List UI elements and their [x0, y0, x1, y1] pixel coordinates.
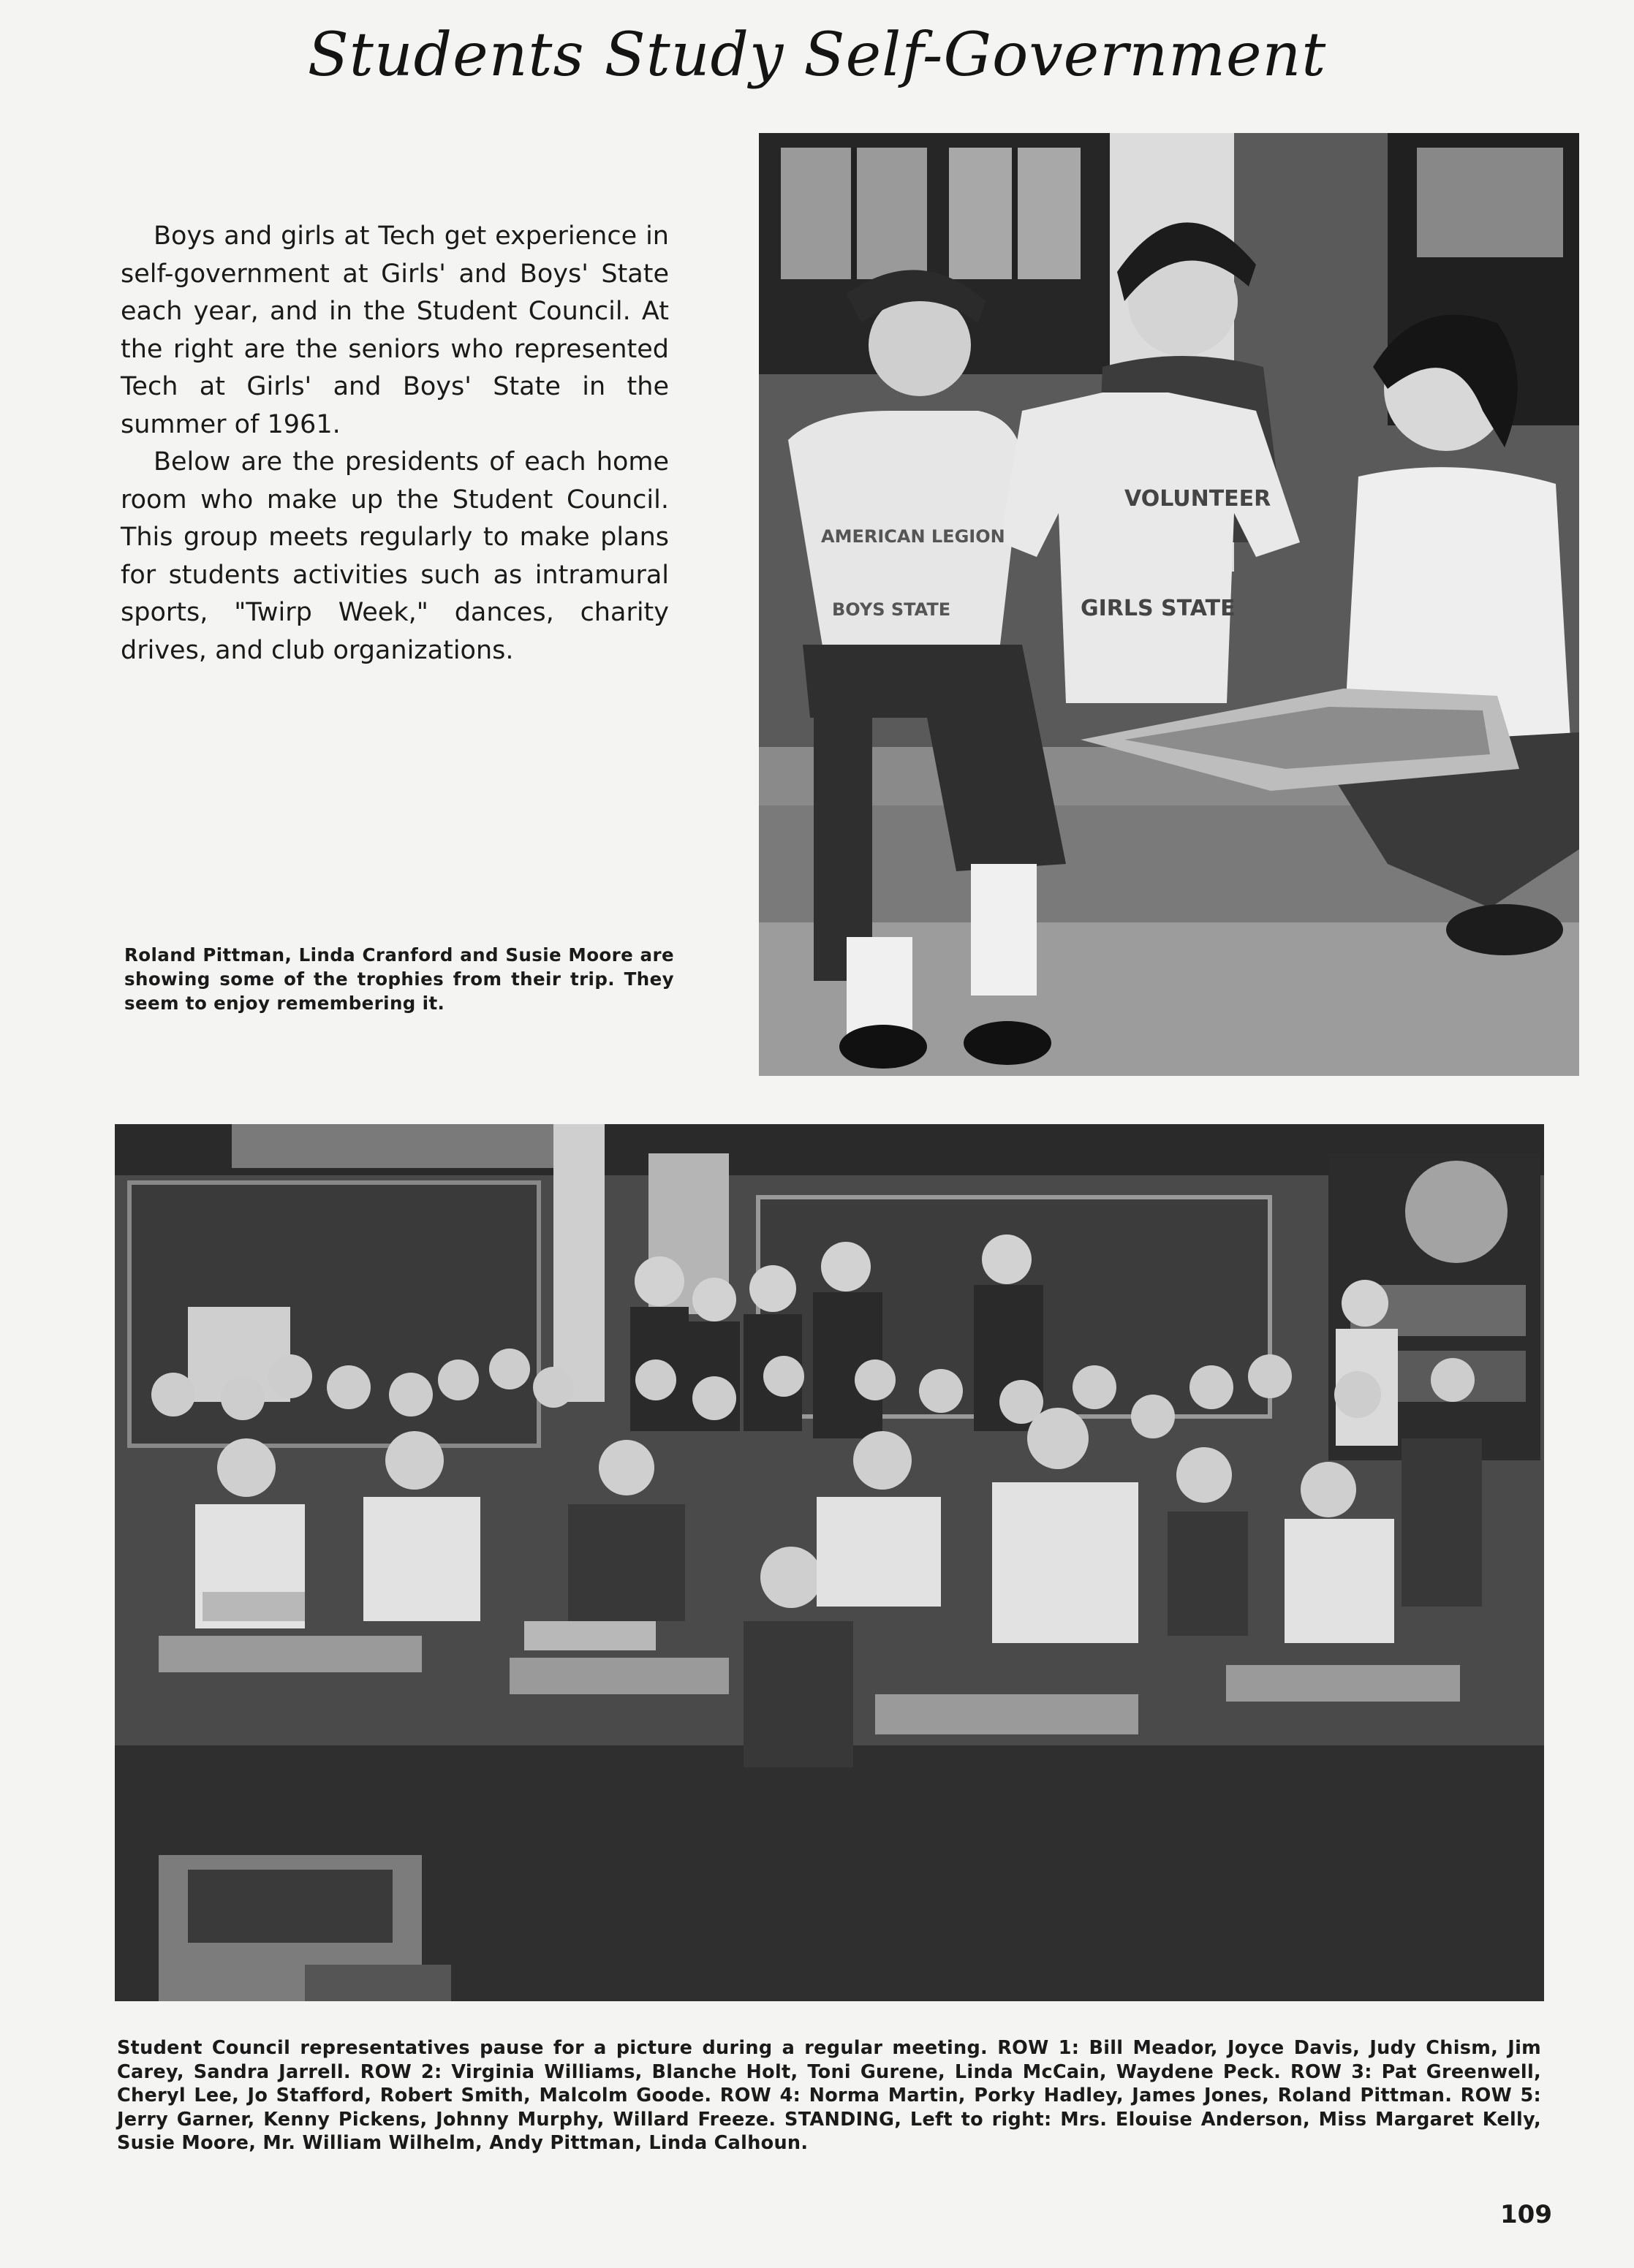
page-title: Students Study Self-Government: [307, 20, 1327, 90]
intro-paragraph-1: Boys and girls at Tech get experience in self-government at Girls' and Boys' State each year, and in the Student Council. At the right are the seniors who represented Tech at Girls' and Boys' State in the summer of 1961.: [121, 221, 669, 439]
shirt-center-text-2: GIRLS STATE: [1081, 596, 1236, 621]
top-photo-caption: Roland Pittman, Linda Cranford and Susie Moore are showing some of the trophies from their trip. They seem to enjoy remembering it.: [124, 944, 674, 1014]
shirt-center-text-1: VOLUNTEER: [1124, 486, 1271, 512]
photo-boys-girls-state: [759, 133, 1579, 1076]
photo-boys-girls-state-image: [759, 133, 1579, 1076]
shirt-left-text-1: AMERICAN LEGION: [821, 526, 1005, 547]
intro-text: [121, 218, 669, 670]
bottom-photo-caption: Student Council representatives pause for a picture during a regular meeting. ROW 1: Bill Meador, Joyce Davis, Judy Chism, Jim Carey, Sandra Jarrell. ROW 2: Virginia Williams, Blanche Holt, Toni Gurene, Linda McCain, Waydene Peck. ROW 3: Pat Greenwell, Cheryl Lee, Jo Stafford, Robert Smith, Malcolm Goode. ROW 4: Norma Martin, Porky Hadley, James Jones, Roland Pittman. ROW 5: Jerry Garner, Kenny Pickens, Johnny Murphy, Willard Freeze. STANDING, Left to right: Mrs. Elouise Anderson, Miss Margaret Kelly, Susie Moore, Mr. William Wilhelm, Andy Pittman, Linda Calhoun.: [117, 2037, 1541, 2154]
photo-student-council-image: [115, 1124, 1544, 2001]
intro-paragraph-2: Below are the presidents of each home room who make up the Student Council. This group meets regularly to make plans for students activities such as intramural sports, "Twirp Week," dances, charity drives, and club organizations.: [121, 447, 669, 665]
page-number: 109: [1500, 2200, 1552, 2229]
photo-student-council: [115, 1124, 1544, 2001]
shirt-left-text-2: BOYS STATE: [832, 599, 951, 620]
